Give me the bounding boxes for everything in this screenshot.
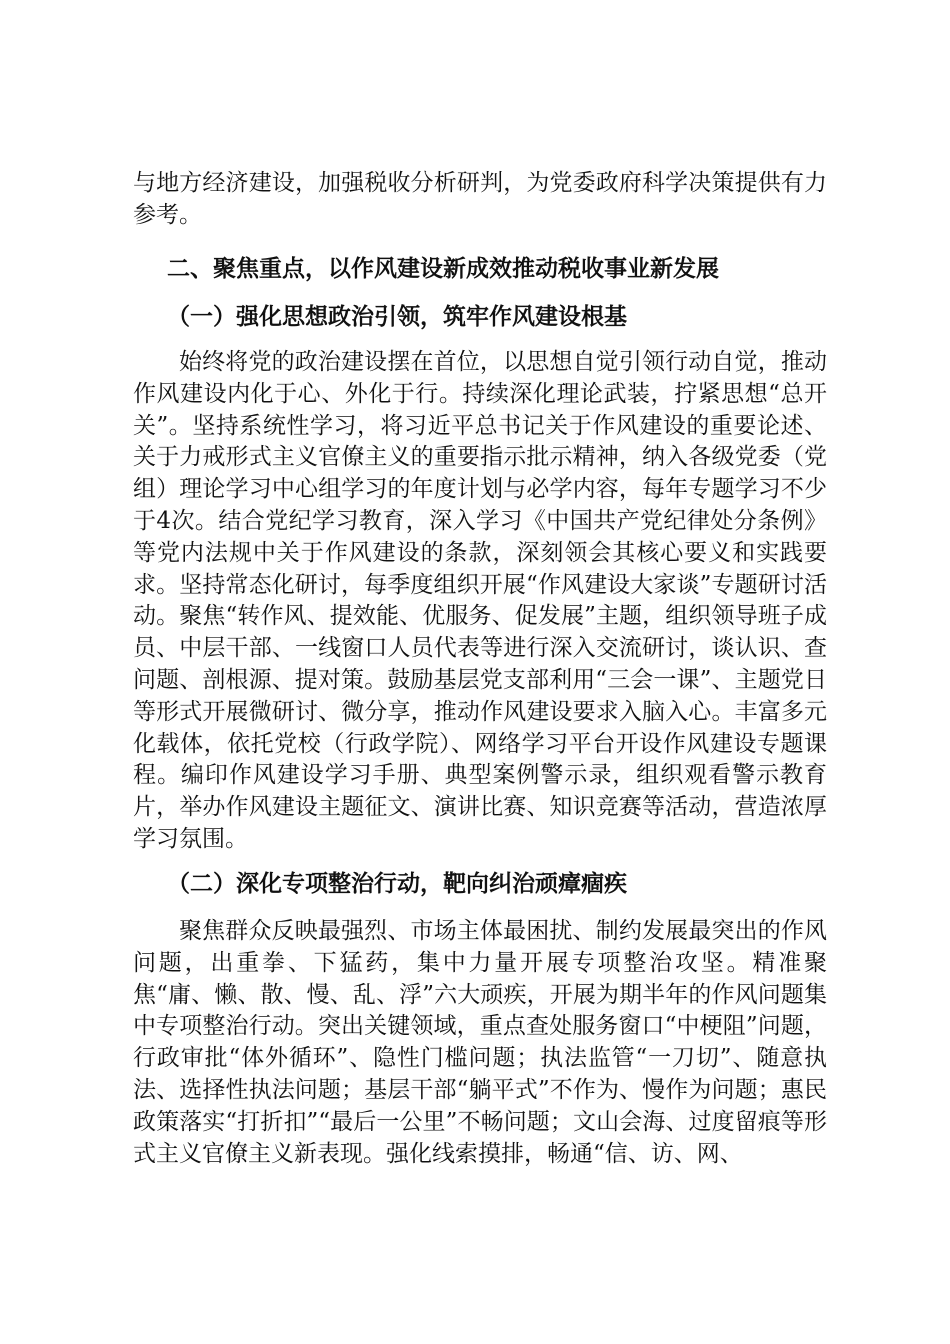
subsection-2-heading-block — [133, 868, 827, 900]
subsection-1-heading-block — [133, 301, 827, 333]
continuation-paragraph: 与地方经济建设，加强税收分析研判，为党委政府科学决策提供有力参考。 — [133, 170, 827, 228]
continuation-block — [133, 168, 827, 232]
subsection-2-body-block — [133, 916, 827, 1170]
subsection-2-heading: （二）深化专项整治行动，靶向纠治顽瘴痼疾 — [167, 870, 627, 897]
subsection-1-body-block — [133, 347, 827, 856]
section-heading: 二、聚焦重点，以作风建设新成效推动税收事业新发展 — [167, 255, 719, 282]
subsection-1-heading: （一）强化思想政治引领，筑牢作风建设根基 — [167, 303, 627, 330]
subsection-1-body: 始终将党的政治建设摆在首位，以思想自觉引领行动自觉，推动作风建设内化于心、外化于行。持续深化理论武装，拧紧思想“总开关”。坚持系统性学习，将习近平总书记关于作风建设的重要论述、关于力戒形式主义官僚主义的重要指示批示精神，纳入各级党委（党组）理论学习中心组学习的年度计划与必学内容，每年专题学习不少于4次。结合党纪学习教育，深入学习《中国共产党纪律处分条例》等党内法规中关于作风建设的条款，深刻领会其核心要义和实践要求。坚持常态化研讨，每季度组织开展“作风建设大家谈”专题研讨活动。聚焦“转作风、提效能、优服务、促发展”主题，组织领导班子成员、中层干部、一线窗口人员代表等进行深入交流研讨，谈认识、查问题、剖根源、提对策。鼓励基层党支部利用“三会一课”、主题党日等形式开展微研讨、微分享，推动作风建设要求入脑入心。丰富多元化载体，依托党校（行政学院）、网络学习平台开设作风建设专题课程。编印作风建设学习手册、典型案例警示录，组织观看警示教育片，举办作风建设主题征文、演讲比赛、知识竞赛等活动，营造浓厚学习氛围。 — [133, 349, 827, 852]
subsection-2-body: 聚焦群众反映最强烈、市场主体最困扰、制约发展最突出的作风问题，出重拳、下猛药，集中力量开展专项整治攻坚。精准聚焦“庸、懒、散、慢、乱、浮”六大顽疾，开展为期半年的作风问题集中专项整治行动。突出关键领域，重点查处服务窗口“中梗阻”问题，行政审批“体外循环”、隐性门槛问题；执法监管“一刀切”、随意执法、选择性执法问题；基层干部“躺平式”不作为、慢作为问题；惠民政策落实“打折扣”“最后一公里”不畅问题；文山会海、过度留痕等形式主义官僚主义新表现。强化线索摸排，畅通“信、访、网、 — [133, 918, 827, 1167]
section-heading-block — [133, 253, 827, 285]
